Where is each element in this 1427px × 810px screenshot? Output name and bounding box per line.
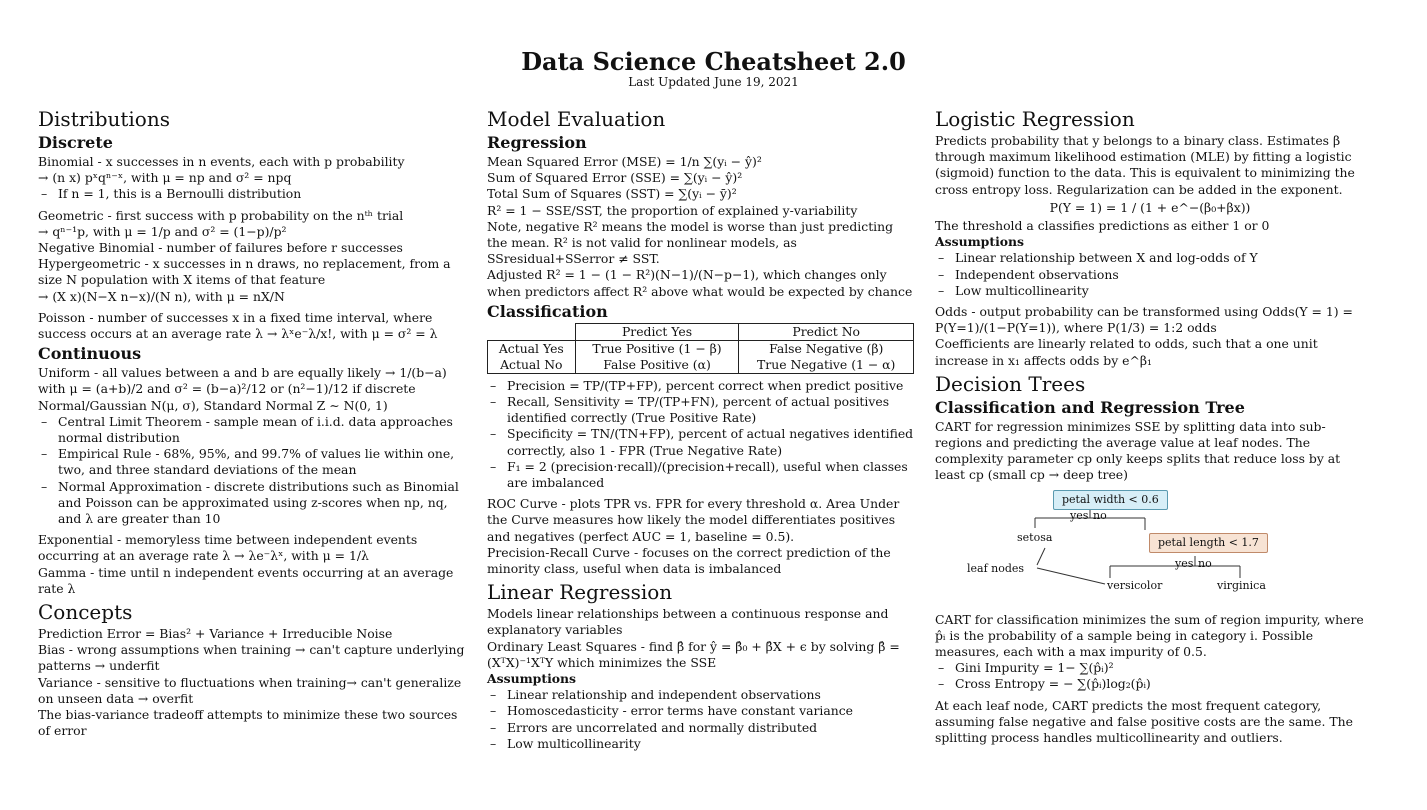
list-item: – F₁ = 2 (precision·recall)/(precision+recall), useful when classes are imbalanced [487, 459, 917, 491]
subsection-title-cart: Classification and Regression Tree [935, 397, 1245, 417]
exponential-text: Exponential - memoryless time between independent events occurring at an average rate λ → λe⁻λˣ, with μ = 1/λ [38, 532, 418, 564]
cart-intro-text: CART for regression minimizes SSE by splitting data into sub-regions and predicting the average value at leaf nodes. The complexity parameter cp only keeps splits that reduce loss by at least cp (small cp → deep tree) [935, 418, 1341, 483]
normal-bullets [38, 414, 473, 527]
tree-no-label-2: no [1198, 556, 1212, 570]
sse-text: Sum of Squared Error (SSE) = ∑(yᵢ − ŷ)² [487, 170, 743, 186]
list-item: – Homoscedasticity - error terms have constant variance [487, 703, 917, 719]
section-title-decision-trees: Decision Trees [935, 371, 1086, 396]
tree-yes-label-2: yes [1175, 556, 1194, 570]
gamma-text: Gamma - time until n independent events occurring at an average rate λ [38, 564, 454, 596]
table-cell: False Positive (α) [575, 357, 739, 374]
table-cell: False Negative (β) [739, 340, 914, 357]
column-left [38, 104, 473, 740]
r2-text: R² = 1 − SSE/SST, the proportion of explained y-variability [487, 202, 858, 218]
roc-text: ROC Curve - plots TPR vs. FPR for every threshold α. Area Under the Curve measures how likely the model differentiates positives and negatives (perfect AUC = 1, baseline = 0.5). [487, 496, 900, 544]
list-item: – Precision = TP/(TP+FP), percent correct when predict positive [487, 378, 917, 394]
classification-metrics [487, 378, 917, 491]
pr-curve-text: Precision-Recall Curve - focuses on the correct prediction of the minority class, useful when data is imbalanced [487, 544, 891, 577]
table-header-cell: Predict Yes [575, 323, 739, 340]
table-row [488, 357, 914, 374]
poisson-text: Poisson - number of successes x in a fixed time interval, where success occurs at an average rate λ → λˣe⁻λ/x!, with μ = σ² = λ [38, 309, 438, 342]
subsection-title-classification: Classification [487, 301, 608, 321]
normal-text: Normal/Gaussian N(μ, σ), Standard Normal Z ∼ N(0, 1) [38, 397, 388, 413]
section-title-model-evaluation: Model Evaluation [487, 107, 666, 131]
table-cell: Actual Yes [488, 340, 576, 357]
leaf-predict-text: At each leaf node, CART predicts the most frequent category, assuming false negative and false positive costs are the same. The splitting process handles multicollinearity and outliers. [935, 697, 1353, 746]
table-row [488, 340, 914, 357]
variance-text: Variance - sensitive to fluctuations when training→ can't generalize on unseen data → overfit [38, 674, 462, 706]
tree-leaf-setosa: setosa [1017, 530, 1053, 544]
uniform-text: Uniform - all values between a and b are equally likely → 1/(b−a) with μ = (a+b)/2 and σ² = (b−a)²/12 or (n²−1)/12 if discrete [38, 365, 447, 397]
table-header-cell [488, 323, 576, 340]
tree-root-node: petal width < 0.6 [1053, 490, 1168, 510]
table-header-cell: Predict No [739, 323, 914, 340]
ols-text: Ordinary Least Squares - find β̂ for ŷ = β̂₀ + β̂X + ϵ by solving β̂ = (XᵀX)⁻¹XᵀY which minimizes the SSE [487, 638, 900, 670]
tree-leaf-versicolor: versicolor [1107, 578, 1163, 592]
section-title-concepts: Concepts [38, 600, 133, 625]
adjusted-r2-text: Adjusted R² = 1 − (1 − R²)(N−1)/(N−p−1), which changes only when predictors affect R² above what would be expected by chance [487, 267, 913, 299]
negbinomial-text: Negative Binomial - number of failures before r successes [38, 240, 403, 256]
list-item: – Linear relationship and independent observations [487, 687, 917, 703]
column-right [935, 104, 1365, 746]
bias-text: Bias - wrong assumptions when training → can't capture underlying patterns → underfit [38, 642, 465, 674]
hypergeometric-formula: → (X x)(N−X n−x)/(N n), with μ = nX/N [38, 288, 285, 304]
table-cell: Actual No [488, 357, 576, 374]
section-title-linear-regression: Linear Regression [487, 580, 673, 605]
list-item: – Independent observations [935, 267, 1365, 283]
table-cell: True Positive (1 − β) [575, 340, 739, 357]
tradeoff-text: The bias-variance tradeoff attempts to minimize these two sources of error [38, 707, 458, 739]
list-item: – Central Limit Theorem - sample mean of i.i.d. data approaches normal distribution [38, 414, 473, 446]
sst-text: Total Sum of Squares (SST) = ∑(yᵢ − ȳ)² [487, 186, 737, 202]
impurity-measures [935, 660, 1365, 692]
list-item: – Linear relationship between X and log-odds of Y [935, 250, 1365, 266]
subsection-title-discrete: Discrete [38, 133, 113, 152]
mse-text: Mean Squared Error (MSE) = 1/n ∑(yᵢ − ŷ)² [487, 154, 762, 169]
table-row [488, 323, 914, 340]
tree-no-label: no [1093, 508, 1107, 522]
list-item: – Low multicollinearity [935, 283, 1365, 299]
tree-leaf-annotation: leaf nodes [967, 561, 1025, 575]
tree-yes-label: yes [1070, 508, 1089, 522]
list-item: – Errors are uncorrelated and normally distributed [487, 720, 917, 736]
logreg-intro-text: Predicts probability that y belongs to a binary class. Estimates β through maximum likelihood estimation (MLE) by fitting a logistic (sigmoid) function to the data. This is equivalent to minimizing the cross entropy loss. Regularization can be added in the exponent. [935, 133, 1355, 197]
tree-leaf-virginica: virginica [1217, 578, 1266, 592]
list-item: – Empirical Rule - 68%, 95%, and 99.7% of values lie within one, two, and three standard deviations of the mean [38, 446, 473, 478]
page-title: Data Science Cheatsheet 2.0 [521, 47, 906, 76]
subsection-title-regression: Regression [487, 133, 587, 152]
list-item: – Cross Entropy = − ∑(p̂ᵢ)log₂(p̂ᵢ) [935, 676, 1365, 692]
list-item: – Low multicollinearity [487, 736, 917, 752]
geometric-text: Geometric - first success with p probability on the nᵗʰ trial [38, 207, 404, 223]
decision-tree-diagram [935, 488, 1365, 608]
list-item: – Gini Impurity = 1− ∑(p̂ᵢ)² [935, 660, 1365, 676]
tree-split-node: petal length < 1.7 [1149, 533, 1268, 553]
assumptions-label: Assumptions [935, 234, 1025, 250]
threshold-text: The threshold a classifies predictions as either 1 or 0 [935, 218, 1270, 234]
subsection-title-continuous: Continuous [38, 344, 142, 364]
list-item: – Recall, Sensitivity = TP/(TP+FN), percent of actual positives identified correctly (True Positive Rate) [487, 394, 917, 426]
linreg-intro-text: Models linear relationships between a continuous response and explanatory variables [487, 606, 889, 638]
r2-note-text: Note, negative R² means the model is worse than just predicting the mean. R² is not valid for nonlinear models, as SSresidual+SSerror ≠ SST. [487, 218, 894, 267]
assumptions-label: Assumptions [487, 671, 577, 687]
assumptions-title [935, 234, 1365, 250]
cart-classification-text: CART for classification minimizes the sum of region impurity, where p̂ᵢ is the probability of a sample being in category i. Possible measures, each with a max impurity of 0.5. [935, 611, 1364, 660]
odds-coef-text: Coefficients are linearly related to odds, such that a one unit increase in x₁ affects odds by e^β₁ [935, 336, 1318, 368]
binomial-formula: → (n x) pˣqⁿ⁻ˣ, with μ = np and σ² = npq [38, 170, 292, 186]
hypergeometric-text: Hypergeometric - x successes in n draws, no replacement, from a size N population with X items of that feature [38, 256, 451, 288]
list-item: – Specificity = TN/(TN+FP), percent of actual negatives identified correctly, also 1 - FPR (True Negative Rate) [487, 426, 917, 458]
binomial-text: Binomial - x successes in n events, each with p probability [38, 154, 405, 169]
logreg-assumptions [935, 250, 1365, 299]
table-cell: True Negative (1 − α) [739, 357, 914, 374]
section-title-logistic-regression: Logistic Regression [935, 107, 1135, 131]
prediction-error-text: Prediction Error = Bias² + Variance + Irreducible Noise [38, 626, 393, 642]
list-item: – If n = 1, this is a Bernoulli distribution [38, 186, 473, 202]
binomial-notes [38, 186, 473, 202]
section-title-distributions: Distributions [38, 107, 170, 131]
linreg-assumptions [487, 687, 917, 752]
confusion-matrix [487, 323, 914, 374]
list-item: – Normal Approximation - discrete distributions such as Binomial and Poisson can be approximated using z-scores when np, nq, and λ are greater than 10 [38, 479, 473, 528]
logreg-formula: P(Y = 1) = 1 / (1 + e^−(β₀+βx)) [1049, 199, 1251, 215]
column-middle [487, 104, 917, 752]
geometric-formula: → qⁿ⁻¹p, with μ = 1/p and σ² = (1−p)/p² [38, 223, 287, 239]
page-subtitle: Last Updated June 19, 2021 [628, 75, 799, 89]
assumptions-title [487, 671, 917, 687]
odds-text: Odds - output probability can be transformed using Odds(Y = 1) = P(Y=1)/(1−P(Y=1)), where P(1/3) = 1:2 odds [935, 304, 1353, 336]
